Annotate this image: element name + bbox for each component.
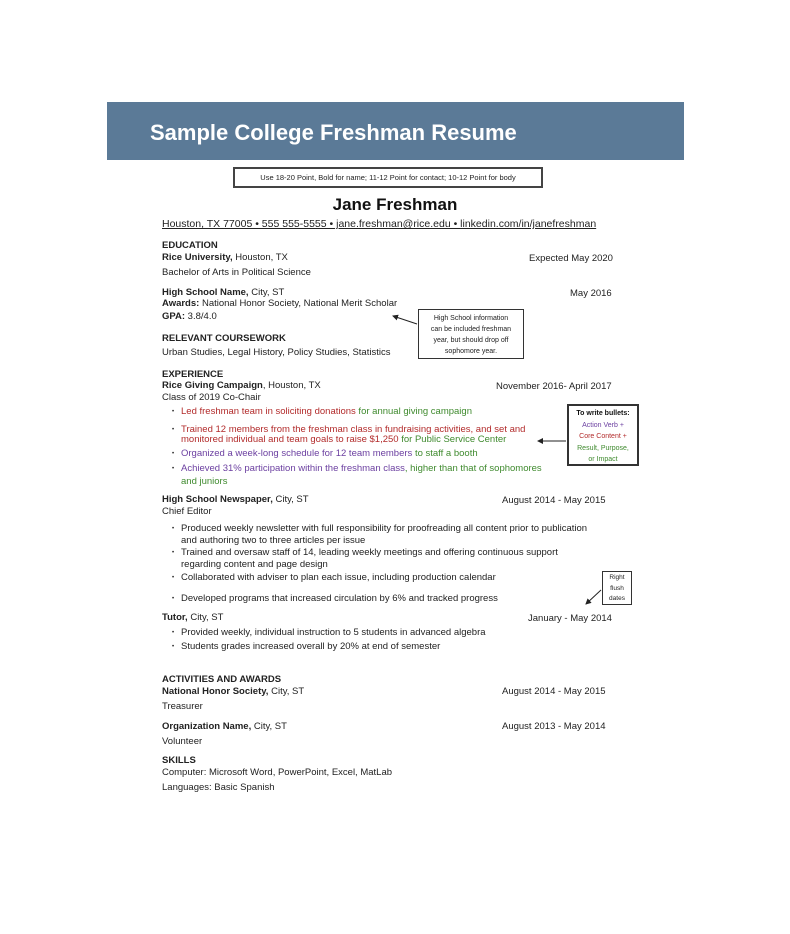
school-name: Rice University, xyxy=(162,252,233,263)
org-name: National Honor Society, xyxy=(162,686,269,697)
org-name: Tutor, xyxy=(162,612,188,623)
bullet: • xyxy=(172,526,175,532)
org-location: City, ST xyxy=(268,686,305,697)
newspaper-bullet-2-cont: regarding content and page design xyxy=(181,559,328,570)
exp-rice-date: November 2016- April 2017 xyxy=(496,381,612,392)
gpa-value: 3.8/4.0 xyxy=(185,311,217,322)
rice-bullet-3 xyxy=(181,448,478,460)
skills-heading: SKILLS xyxy=(162,755,196,766)
education-rice-date: Expected May 2020 xyxy=(529,253,613,264)
font-guide-note: Use 18-20 Point, Bold for name; 11-12 Point for contact; 10-12 Point for body xyxy=(233,167,543,188)
act-nhs-date: August 2014 - May 2015 xyxy=(502,686,606,697)
newspaper-bullet-2: Trained and oversaw staff of 14, leading weekly meetings and offering continuous support xyxy=(181,547,558,558)
callout-line: flush xyxy=(610,584,624,592)
exp-newspaper-role: Chief Editor xyxy=(162,506,212,517)
education-hs-date: May 2016 xyxy=(570,288,612,299)
action-text: Led freshman team in soliciting donations xyxy=(181,406,356,417)
result-text: , higher than that of sophomores xyxy=(404,463,542,474)
contact-line: Houston, TX 77005 • 555 555-5555 • jane.freshman@rice.edu • linkedin.com/in/janefreshman xyxy=(162,218,597,230)
result-text: to staff a booth xyxy=(414,448,478,459)
callout-line: Right xyxy=(609,574,625,581)
degree: Bachelor of Arts in Political Science xyxy=(162,267,311,278)
exp-tutor-line xyxy=(162,612,223,624)
hs-info-callout xyxy=(418,309,524,359)
school-location: Houston, TX xyxy=(232,252,288,263)
action-text: Organized a week-long schedule for 12 team members xyxy=(181,448,415,459)
result-text: for annual giving campaign xyxy=(355,406,472,417)
rice-bullet-1 xyxy=(181,406,472,418)
rice-bullet-4-cont: and juniors xyxy=(181,476,228,487)
awards-value: National Honor Society, National Merit Scholar xyxy=(199,298,398,309)
act-nhs-role: Treasurer xyxy=(162,701,203,712)
bullet: • xyxy=(172,575,175,581)
tutor-bullet-1: Provided weekly, individual instruction to 5 students in advanced algebra xyxy=(181,627,486,638)
callout-line: Action Verb + xyxy=(582,421,624,429)
newspaper-bullet-1: Produced weekly newsletter with full responsibility for proofreading all content prior to publication xyxy=(181,523,588,534)
org-name: High School Newspaper, xyxy=(162,494,273,505)
callout-line: or Impact xyxy=(588,456,618,463)
education-heading: EDUCATION xyxy=(162,240,218,251)
candidate-name: Jane Freshman xyxy=(332,195,458,214)
act-org2-role: Volunteer xyxy=(162,736,203,747)
bullet: • xyxy=(172,644,175,650)
org-location: City, ST xyxy=(251,721,287,732)
exp-newspaper-date: August 2014 - May 2015 xyxy=(502,495,606,506)
exp-tutor-date: January - May 2014 xyxy=(528,613,612,624)
bullets-formula-callout xyxy=(567,404,639,466)
bullet: • xyxy=(172,466,175,472)
bullet: • xyxy=(172,451,175,457)
result-text: for Public Service Center xyxy=(401,434,507,445)
gpa-line xyxy=(162,311,217,323)
act-nhs-line xyxy=(162,686,304,698)
action-text: Trained 12 members from the freshman class in fundraising activities, and set and xyxy=(181,424,526,435)
callout-line: year, but should drop off xyxy=(433,337,509,344)
right-flush-callout xyxy=(602,571,632,605)
rice-bullet-2-cont xyxy=(181,434,506,446)
action-text: Achieved 31% participation within the freshman class xyxy=(181,463,405,474)
education-rice-line xyxy=(162,252,288,264)
skills-computer: Computer: Microsoft Word, PowerPoint, Excel, MatLab xyxy=(162,767,393,778)
callout-line: High School information xyxy=(433,315,509,322)
bullet: • xyxy=(172,409,175,415)
page-title: Sample College Freshman Resume xyxy=(150,120,517,145)
org-location: City, ST xyxy=(187,612,224,623)
rice-bullet-4 xyxy=(181,463,542,475)
newspaper-bullet-1-cont: and authoring two to three articles per issue xyxy=(181,535,366,546)
exp-newspaper-line xyxy=(162,494,309,506)
hs-callout-arrow xyxy=(393,316,417,324)
org-location: , Houston, TX xyxy=(262,380,321,391)
exp-rice-role: Class of 2019 Co-Chair xyxy=(162,392,261,403)
school-location: City, ST xyxy=(248,287,285,298)
bullet: • xyxy=(172,630,175,636)
tutor-bullet-2: Students grades increased overall by 20% at end of semester xyxy=(181,641,441,652)
experience-heading: EXPERIENCE xyxy=(162,369,224,380)
bullet: • xyxy=(172,596,175,602)
skills-languages: Languages: Basic Spanish xyxy=(162,782,275,793)
right-flush-arrow xyxy=(586,590,601,604)
act-org2-line xyxy=(162,721,287,733)
org-name: Organization Name, xyxy=(162,721,252,732)
callout-line: can be included freshman xyxy=(430,326,512,333)
bullet: • xyxy=(172,550,175,556)
coursework-heading: RELEVANT COURSEWORK xyxy=(162,333,286,344)
act-org2-date: August 2013 - May 2014 xyxy=(502,721,606,732)
org-name: Rice Giving Campaign xyxy=(162,380,263,391)
callout-line: sophomore year. xyxy=(444,348,498,355)
school-name: High School Name, xyxy=(162,287,249,298)
callout-line: Core Content + xyxy=(579,433,627,440)
coursework-list: Urban Studies, Legal History, Policy Studies, Statistics xyxy=(162,347,391,358)
gpa-label: GPA: xyxy=(162,311,186,322)
newspaper-bullet-3: Collaborated with adviser to plan each issue, including production calendar xyxy=(181,572,496,583)
callout-line: To write bullets: xyxy=(576,410,630,417)
awards-label: Awards: xyxy=(162,298,200,309)
awards-line xyxy=(162,298,397,310)
exp-rice-line xyxy=(162,380,321,392)
newspaper-bullet-4: Developed programs that increased circulation by 6% and tracked progress xyxy=(181,593,498,604)
action-text: monitored individual and team goals to raise $1,250 xyxy=(181,434,402,445)
bullet: • xyxy=(172,427,175,433)
callout-line: dates xyxy=(609,595,625,602)
callout-line: Result, Purpose, xyxy=(577,444,629,452)
org-location: City, ST xyxy=(272,494,309,505)
activities-heading: ACTIVITIES AND AWARDS xyxy=(162,674,282,685)
